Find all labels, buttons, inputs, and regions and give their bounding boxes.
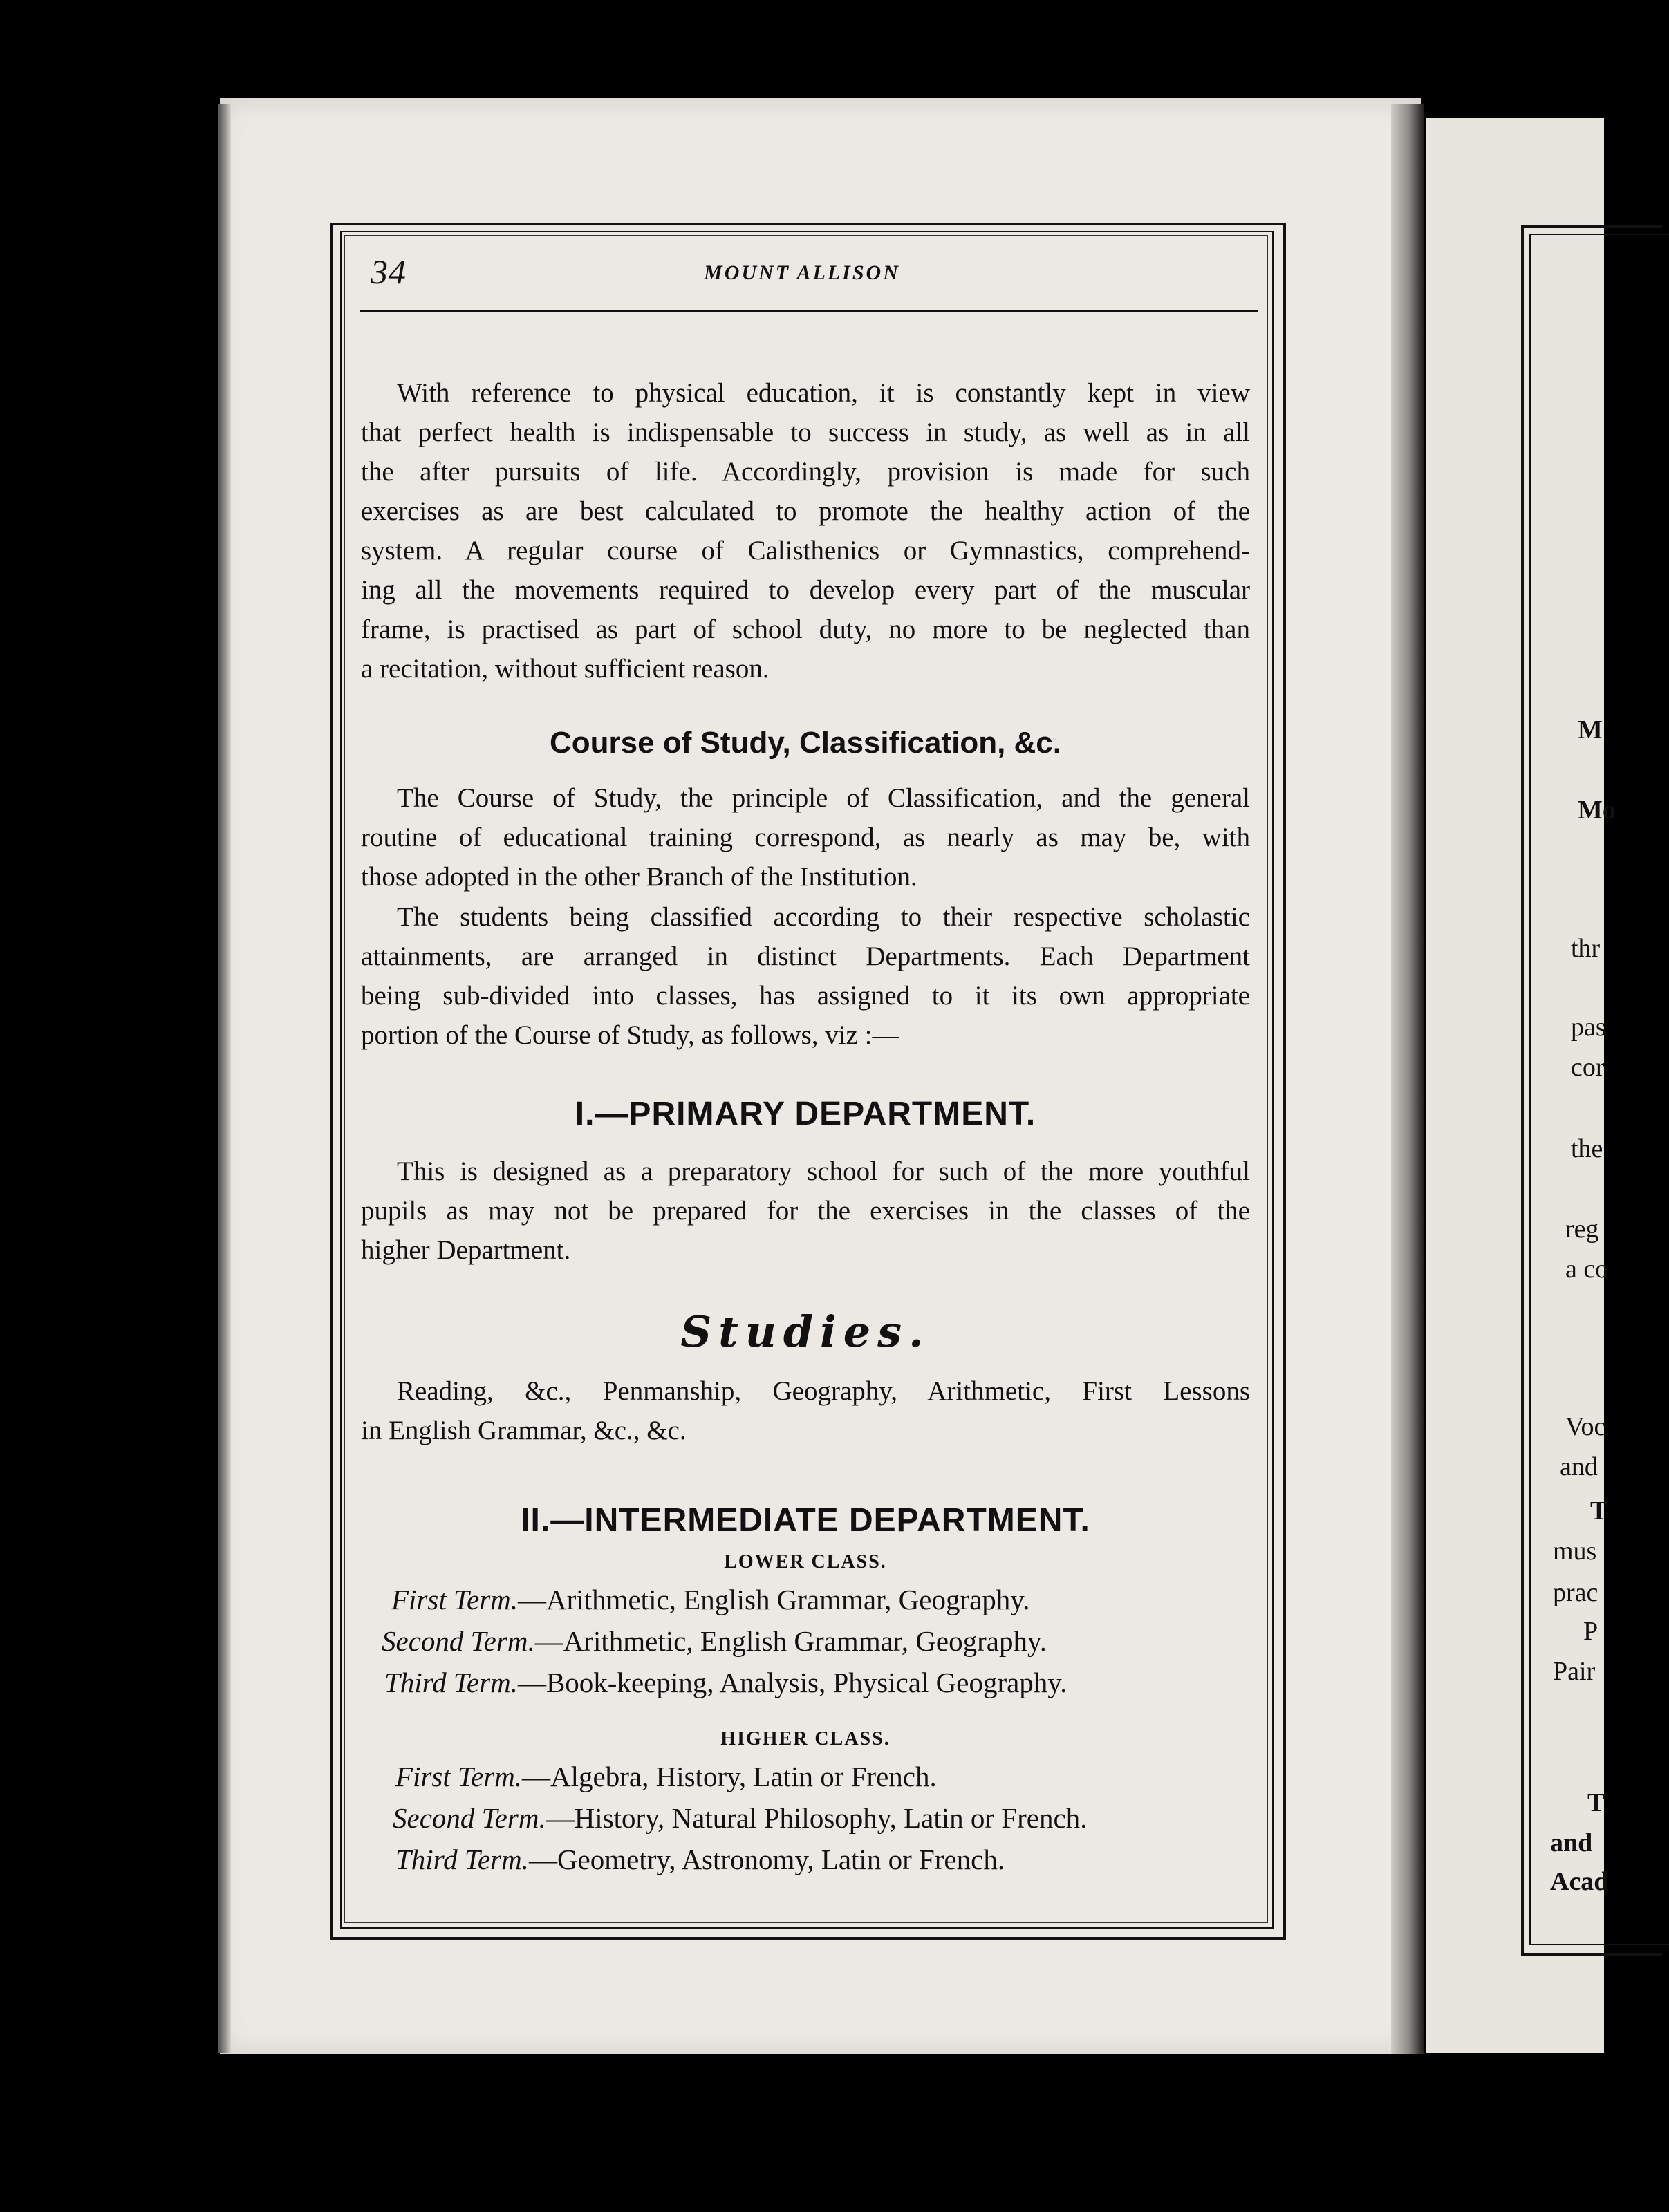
- studies-paragraph: [361, 1371, 1250, 1450]
- adjacent-fragment: Acad: [1550, 1867, 1609, 1896]
- text-line: frame, is practised as part of school duty, no more to be neglected than: [361, 615, 1250, 644]
- term-subjects: —Book-keeping, Analysis, Physical Geography.: [517, 1667, 1067, 1698]
- text-line: This is designed as a preparatory school for such of the more youthful: [397, 1156, 1250, 1186]
- adjacent-fragment: prac: [1553, 1578, 1598, 1607]
- text-line: portion of the Course of Study, as follows, viz :—: [361, 1020, 899, 1050]
- page-left-edge: [218, 104, 231, 2053]
- primary-paragraph: [361, 1152, 1250, 1270]
- adjacent-fragment: P: [1583, 1617, 1598, 1646]
- term-subjects: —History, Natural Philosophy, Latin or French.: [546, 1802, 1088, 1834]
- text-line: routine of educational training correspond, as nearly as may be, with: [361, 823, 1250, 852]
- text-line: a recitation, without sufficient reason.: [361, 654, 770, 684]
- adjacent-fragment: mus: [1553, 1537, 1597, 1566]
- term-name: Third Term.: [395, 1844, 529, 1875]
- term-subjects: —Arithmetic, English Grammar, Geography.: [534, 1625, 1047, 1657]
- higher-class-label: HIGHER CLASS.: [720, 1728, 891, 1750]
- text-line: The Course of Study, the principle of Classification, and the general: [397, 783, 1250, 813]
- higher-class-term-row: [395, 1843, 1005, 1876]
- text-line: that perfect health is indispensable to success in study, as well as in all: [361, 418, 1250, 447]
- text-line: higher Department.: [361, 1235, 571, 1265]
- term-subjects: —Geometry, Astronomy, Latin or French.: [528, 1844, 1005, 1875]
- term-name: First Term.: [391, 1584, 519, 1615]
- primary-department-heading: I.—PRIMARY DEPARTMENT.: [575, 1096, 1036, 1132]
- text-line: With reference to physical education, it is constantly kept in view: [397, 378, 1250, 408]
- course-paragraph-1: [361, 778, 1250, 897]
- text-line: the after pursuits of life. Accordingly, provision is made for such: [361, 457, 1250, 487]
- term-subjects: —Arithmetic, English Grammar, Geography.: [518, 1584, 1030, 1615]
- text-line: system. A regular course of Calisthenics or Gymnastics, comprehend-: [361, 536, 1250, 565]
- term-subjects: —Algebra, History, Latin or French.: [522, 1761, 937, 1792]
- text-line: those adopted in the other Branch of the Institution.: [361, 862, 917, 892]
- lower-class-term-row: [391, 1583, 1029, 1616]
- header-rule: [360, 310, 1258, 312]
- adjacent-fragment: T: [1590, 1497, 1608, 1526]
- intermediate-department-heading: II.—INTERMEDIATE DEPARTMENT.: [521, 1502, 1090, 1539]
- text-line: ing all the movements required to develop every part of the muscular: [361, 575, 1250, 605]
- adjacent-fragment: T: [1587, 1788, 1605, 1817]
- adjacent-fragment: Voc: [1565, 1412, 1606, 1441]
- lower-class-term-row: [384, 1666, 1067, 1699]
- text-line: being sub-divided into classes, has assigned to it its own appropriate: [361, 981, 1250, 1011]
- adjacent-fragment: the: [1571, 1134, 1603, 1163]
- term-name: First Term.: [395, 1761, 523, 1792]
- text-line: in English Grammar, &c., &c.: [361, 1416, 687, 1445]
- lower-class-term-row: [382, 1624, 1047, 1658]
- higher-class-term-row: [393, 1801, 1087, 1835]
- adjacent-fragment: pas: [1571, 1013, 1606, 1042]
- term-name: Third Term.: [384, 1667, 518, 1698]
- adjacent-fragment: M: [1578, 715, 1603, 744]
- physical-education-paragraph: [361, 373, 1250, 688]
- page-number: 34: [371, 252, 407, 291]
- term-name: Second Term.: [393, 1802, 546, 1834]
- adjacent-page-frame-inner: [1529, 234, 1669, 1945]
- adjacent-fragment: Pair: [1553, 1657, 1596, 1686]
- text-line: pupils as may not be prepared for the exercises in the classes of the: [361, 1196, 1250, 1226]
- adjacent-fragment: Mo: [1578, 796, 1616, 825]
- adjacent-fragment: thr: [1571, 934, 1601, 963]
- lower-class-label: LOWER CLASS.: [724, 1551, 887, 1573]
- running-head: MOUNT ALLISON: [704, 261, 900, 284]
- adjacent-fragment: reg: [1565, 1215, 1599, 1244]
- studies-heading: Studies.: [680, 1306, 931, 1357]
- term-name: Second Term.: [382, 1625, 535, 1657]
- adjacent-fragment: and: [1560, 1452, 1598, 1481]
- book-gutter: [1391, 104, 1424, 2054]
- text-line: Reading, &c., Penmanship, Geography, Arithmetic, First Lessons: [397, 1376, 1250, 1406]
- adjacent-fragment: and: [1550, 1828, 1593, 1857]
- course-paragraph-2: [361, 897, 1250, 1055]
- text-line: exercises as are best calculated to promote the healthy action of the: [361, 496, 1250, 526]
- adjacent-fragment: cor: [1571, 1053, 1605, 1082]
- text-line: attainments, are arranged in distinct Departments. Each Department: [361, 941, 1250, 971]
- higher-class-term-row: [395, 1760, 937, 1793]
- adjacent-fragment: a co: [1565, 1255, 1609, 1284]
- text-line: The students being classified according to their respective scholastic: [397, 902, 1250, 932]
- course-heading: Course of Study, Classification, &c.: [550, 726, 1061, 760]
